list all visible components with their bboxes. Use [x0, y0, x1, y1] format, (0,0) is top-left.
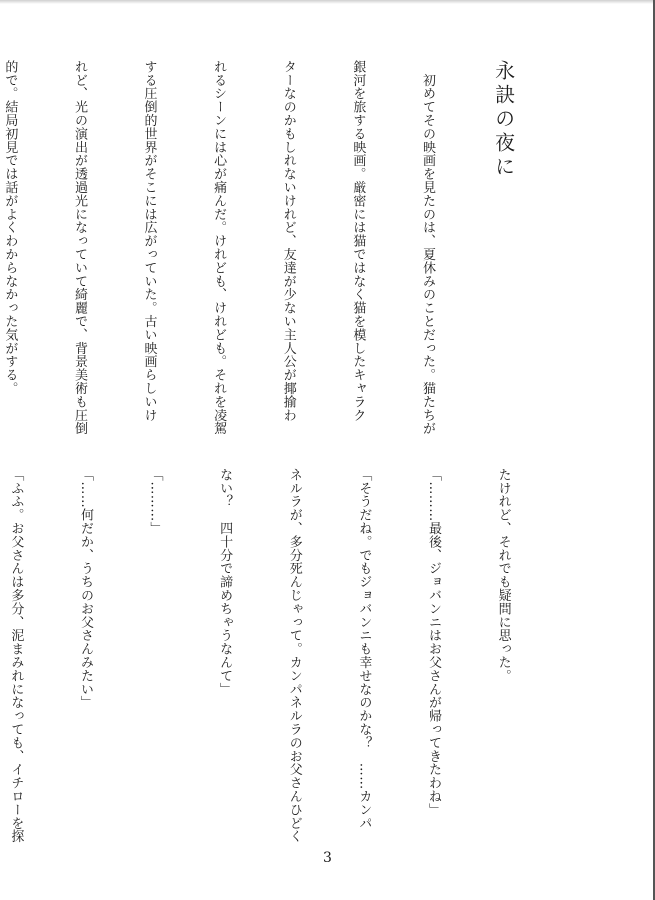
chapter-title: 永訣の夜に — [491, 60, 516, 180]
upper-text-block — [2, 60, 561, 460]
text-line: 初めてその映画を見たのは、夏休みのことだった。猫たちが — [419, 60, 435, 436]
lower-text-block — [8, 468, 561, 844]
text-line: れるシーンには心が痛んだ。けれども、けれども。それを凌駕 — [211, 60, 227, 436]
text-line: 的で。結局初見では話がよくわからなかった気がする。 — [2, 60, 18, 395]
text-line: れど、光の演出が透過光になっていて綺麗で、背景美術も圧倒 — [71, 60, 87, 436]
text-line: 「………最後、ジョバンニはお父さんが帰ってきたわね」 — [425, 468, 441, 817]
text-line: たけれど、それでも疑問に思った。 — [495, 468, 511, 683]
text-line: 「……何だか、うちのお父さんみたい」 — [77, 468, 93, 710]
text-line: ネルラが、多分死んじゃって。カンパネルラのお父さんひどく — [286, 468, 302, 844]
text-line: 「そうだね。でもジョバンニも幸せなのかな？ ……カンパ — [356, 468, 372, 830]
text-line: ターなのかもしれないけれど、友達が少ない主人公が揶揄わ — [280, 60, 296, 422]
text-line: 「ふふ。お父さんは多分、泥まみれになっても、イチローを探 — [8, 468, 24, 844]
page-top-edge — [0, 0, 655, 4]
page-number: 3 — [323, 850, 332, 866]
text-line: 「………」 — [147, 468, 163, 535]
text-line: ない？ 四十分で諦めちゃうなんて」 — [217, 468, 233, 696]
text-line: 銀河を旅する映画。厳密には猫ではなく猫を模したキャラク — [350, 60, 366, 422]
text-line: する圧倒的世界がそこには広がっていた。古い映画らしいけ — [141, 60, 157, 422]
